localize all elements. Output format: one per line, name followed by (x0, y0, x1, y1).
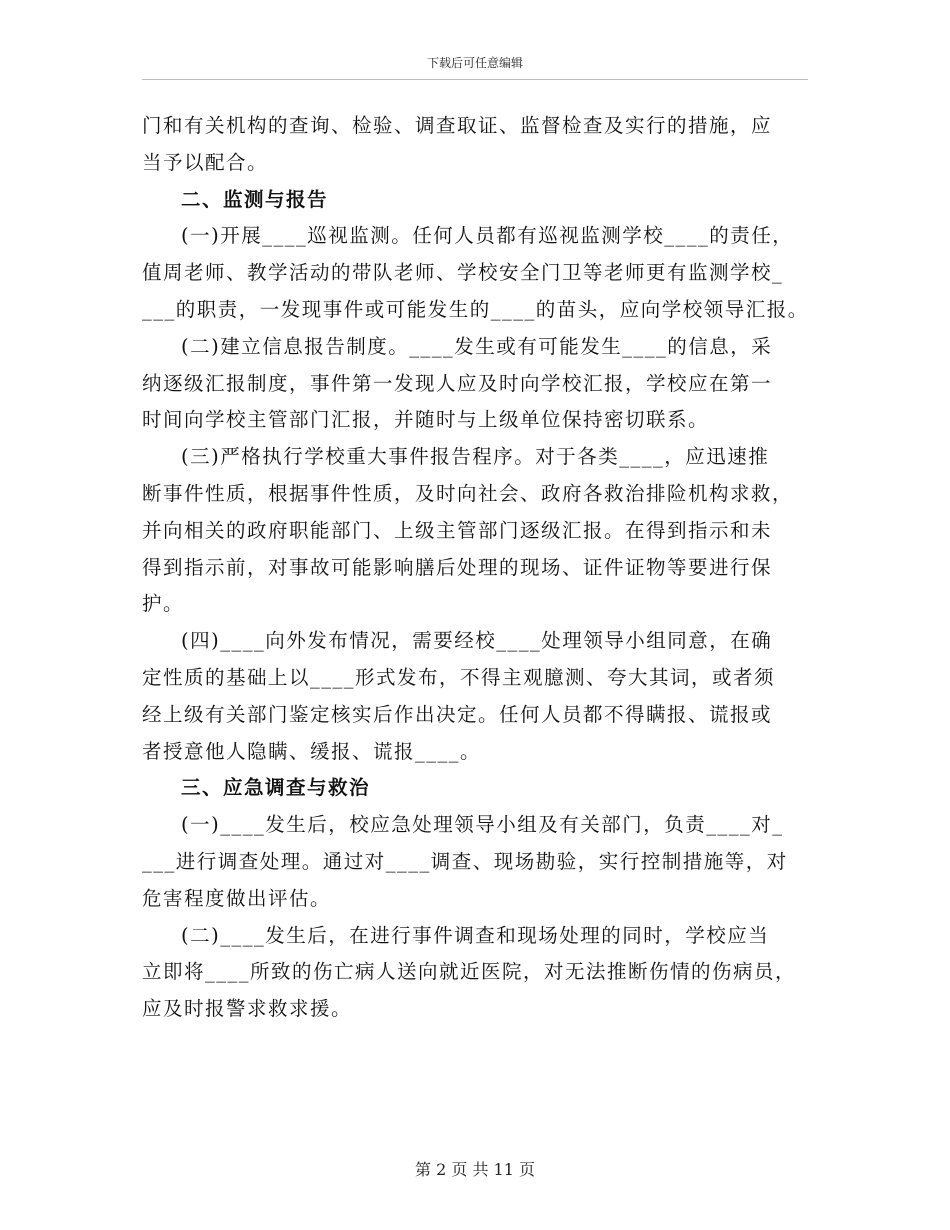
paragraph-investigation-2: (二)____发生后，在进行事件调查和现场处理的同时，学校应当 立即将____所致的伤亡病人送向就近医院，对无法推断伤情的伤病员， 应及时报警求救求援。 (142, 923, 797, 1021)
intro-paragraph: 门和有关机构的查询、检验、调查取证、监督检查及实行的措施，应 当予以配合。 (142, 114, 773, 174)
document-body (142, 108, 818, 1028)
section-heading-investigation: 三、应急调查与救治 (181, 776, 371, 800)
page-number: 第 2 页 共 11 页 (415, 1160, 535, 1179)
page-header-note: 下载后可任意编辑 (426, 56, 523, 70)
header-divider (142, 79, 808, 80)
paragraph-monitoring-3: (三)严格执行学校重大事件报告程序。对于各类____，应迅速推 断事件性质，根据事件性质，及时向社会、政府各救治排险机构求救， 并向相关的政府职能部门、上级主管部门逐级汇报。在得到指示和未 得到指示前，对事故可能影响膳后处理的现场、证件证物等要进行保 护。 (142, 445, 794, 616)
section-heading-monitoring: 二、监测与报告 (181, 187, 329, 211)
paragraph-investigation-1: (一)____发生后，校应急处理领导小组及有关部门，负责____对_ ___进行调查处理。通过对____调查、现场勘验，实行控制措施等，对 危害程度做出评估。 (142, 813, 788, 910)
paragraph-monitoring-2: (二)建立信息报告制度。____发生或有可能发生____的信息，采 纳逐级汇报制度，事件第一发现人应及时向学校汇报，学校应在第一 时间向学校主管部门汇报，并随时与上级单位保持密切联系。 (142, 334, 773, 432)
paragraph-monitoring-1: (一)开展____巡视监测。任何人员都有巡视监测学校____的责任， 值周老师、教学活动的带队老师、学校安全门卫等老师更有监测学校_ ___的职责，一发现事件或可能发生的____的苗头，应向学校领导汇报。 (142, 224, 809, 321)
paragraph-monitoring-4: (四)____向外发布情况，需要经校____处理领导小组同意，在确 定性质的基础上以____形式发布，不得主观臆测、夸大其词，或者须 经上级有关部门鉴定核实后作出决定。任何人员都不得瞒报、谎报或 者授意他人隐瞒、缓报、谎报____。 (142, 629, 776, 763)
